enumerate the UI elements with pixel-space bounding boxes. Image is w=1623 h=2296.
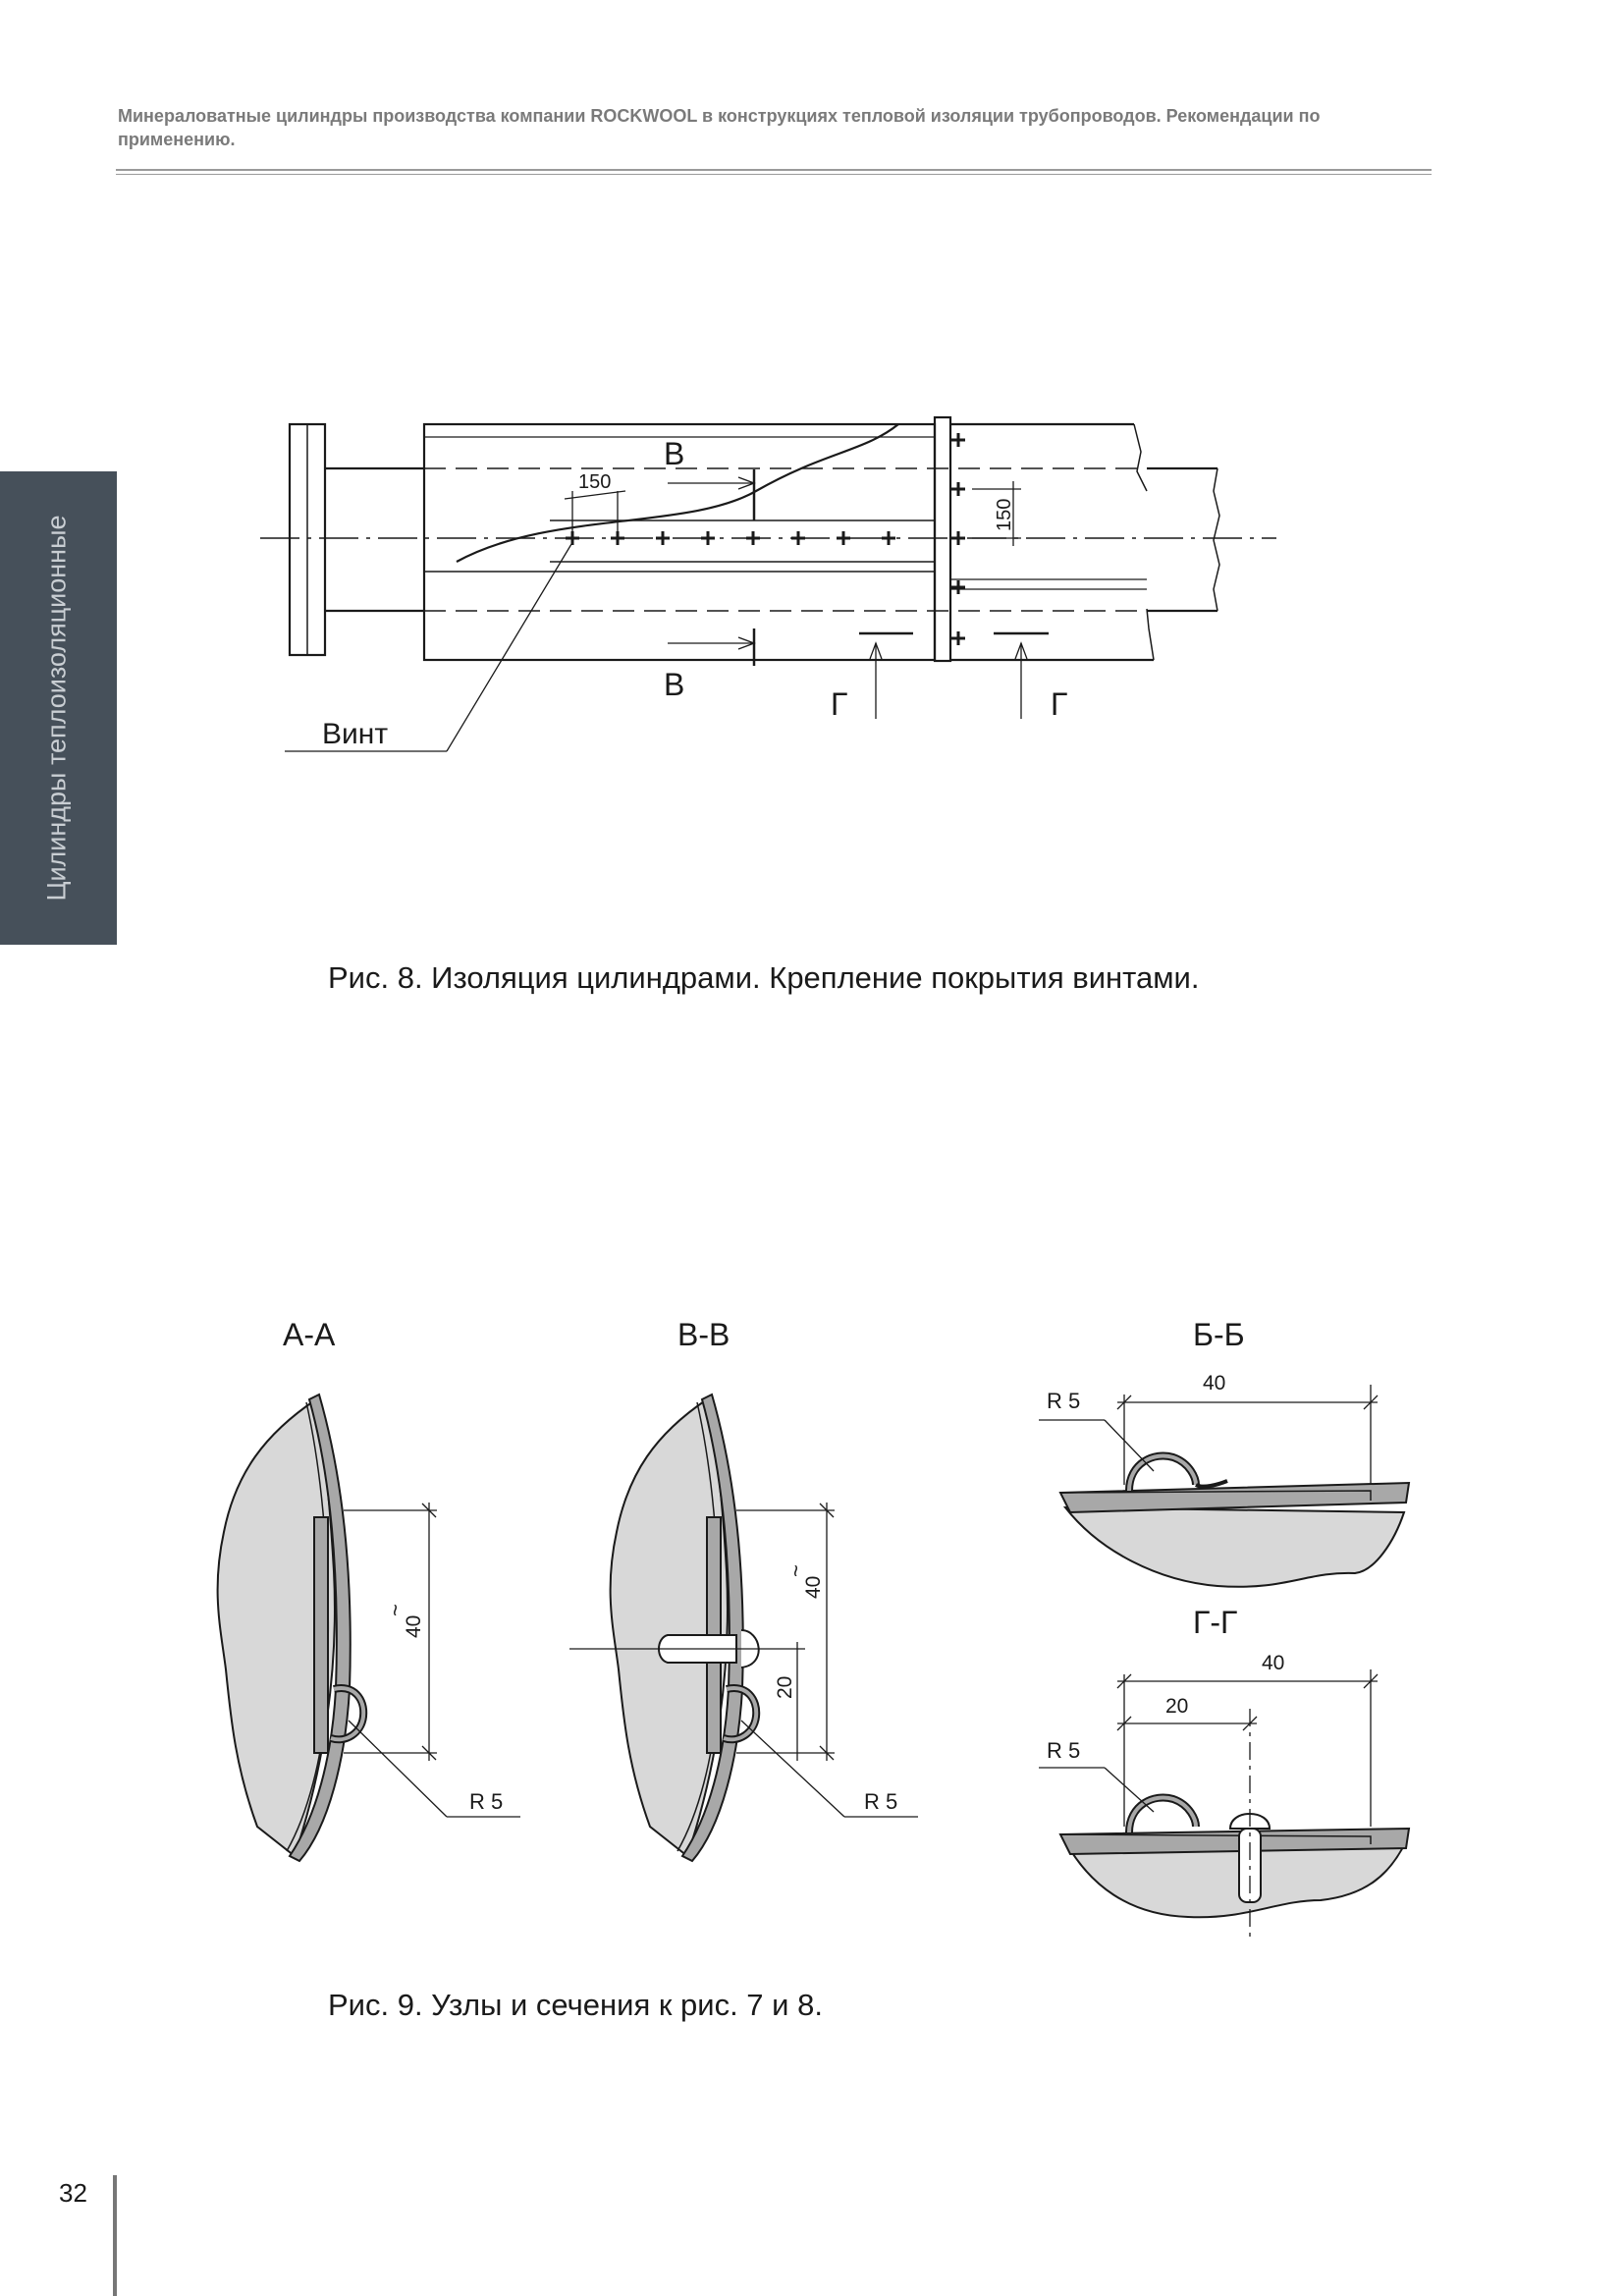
label-g-right: Г [1051, 686, 1068, 722]
section-bb [1039, 1385, 1409, 1587]
section-gg-title: Г-Г [1193, 1605, 1238, 1640]
section-aa-radius: R 5 [469, 1789, 504, 1814]
section-gg-dim-40: 40 [1262, 1652, 1285, 1674]
section-aa [218, 1394, 520, 1861]
screw-column [951, 433, 965, 645]
page-number-bar [113, 2175, 117, 2296]
label-g-left: Г [831, 686, 848, 722]
section-vv-radius: R 5 [864, 1789, 898, 1814]
section-gg-dim-20: 20 [1165, 1695, 1189, 1718]
figure-9-caption: Рис. 9. Узлы и сечения к рис. 7 и 8. [328, 1988, 823, 2022]
label-v-bottom: В [664, 667, 685, 702]
dim-150-vertical: 150 [994, 498, 1015, 531]
section-vv-dim-20: 20 [774, 1675, 796, 1699]
section-aa-dim-approx: ~ [383, 1604, 407, 1616]
section-vv-dim-approx: ~ [784, 1564, 808, 1577]
section-gg [1039, 1669, 1409, 1940]
section-vv-dim-40: 40 [802, 1575, 825, 1599]
section-bb-radius: R 5 [1047, 1389, 1081, 1413]
dim-150-horizontal: 150 [578, 471, 612, 493]
side-tab-label: Цилиндры теплоизоляционные [41, 515, 72, 902]
section-bb-title: Б-Б [1193, 1317, 1245, 1352]
section-aa-dim-40: 40 [403, 1614, 425, 1638]
screw-row [566, 531, 895, 545]
running-header: Минераловатные цилиндры производства компании ROCKWOOL в конструкциях тепловой изоляции трубопроводов. Рекомендации по применению. [118, 106, 1321, 149]
label-v-top: В [664, 436, 685, 471]
section-gg-radius: R 5 [1047, 1738, 1081, 1763]
section-vv [569, 1394, 918, 1861]
section-aa-title: А-А [283, 1317, 336, 1352]
band-clamp [935, 417, 950, 661]
section-bb-dim-40: 40 [1203, 1372, 1226, 1394]
figure-8-drawing [0, 0, 1623, 982]
section-vv-title: В-В [677, 1317, 730, 1352]
label-vint: Винт [322, 718, 389, 750]
figure-8-caption: Рис. 8. Изоляция цилиндрами. Крепление покрытия винтами. [328, 960, 1200, 995]
page-number: 32 [59, 2178, 87, 2208]
